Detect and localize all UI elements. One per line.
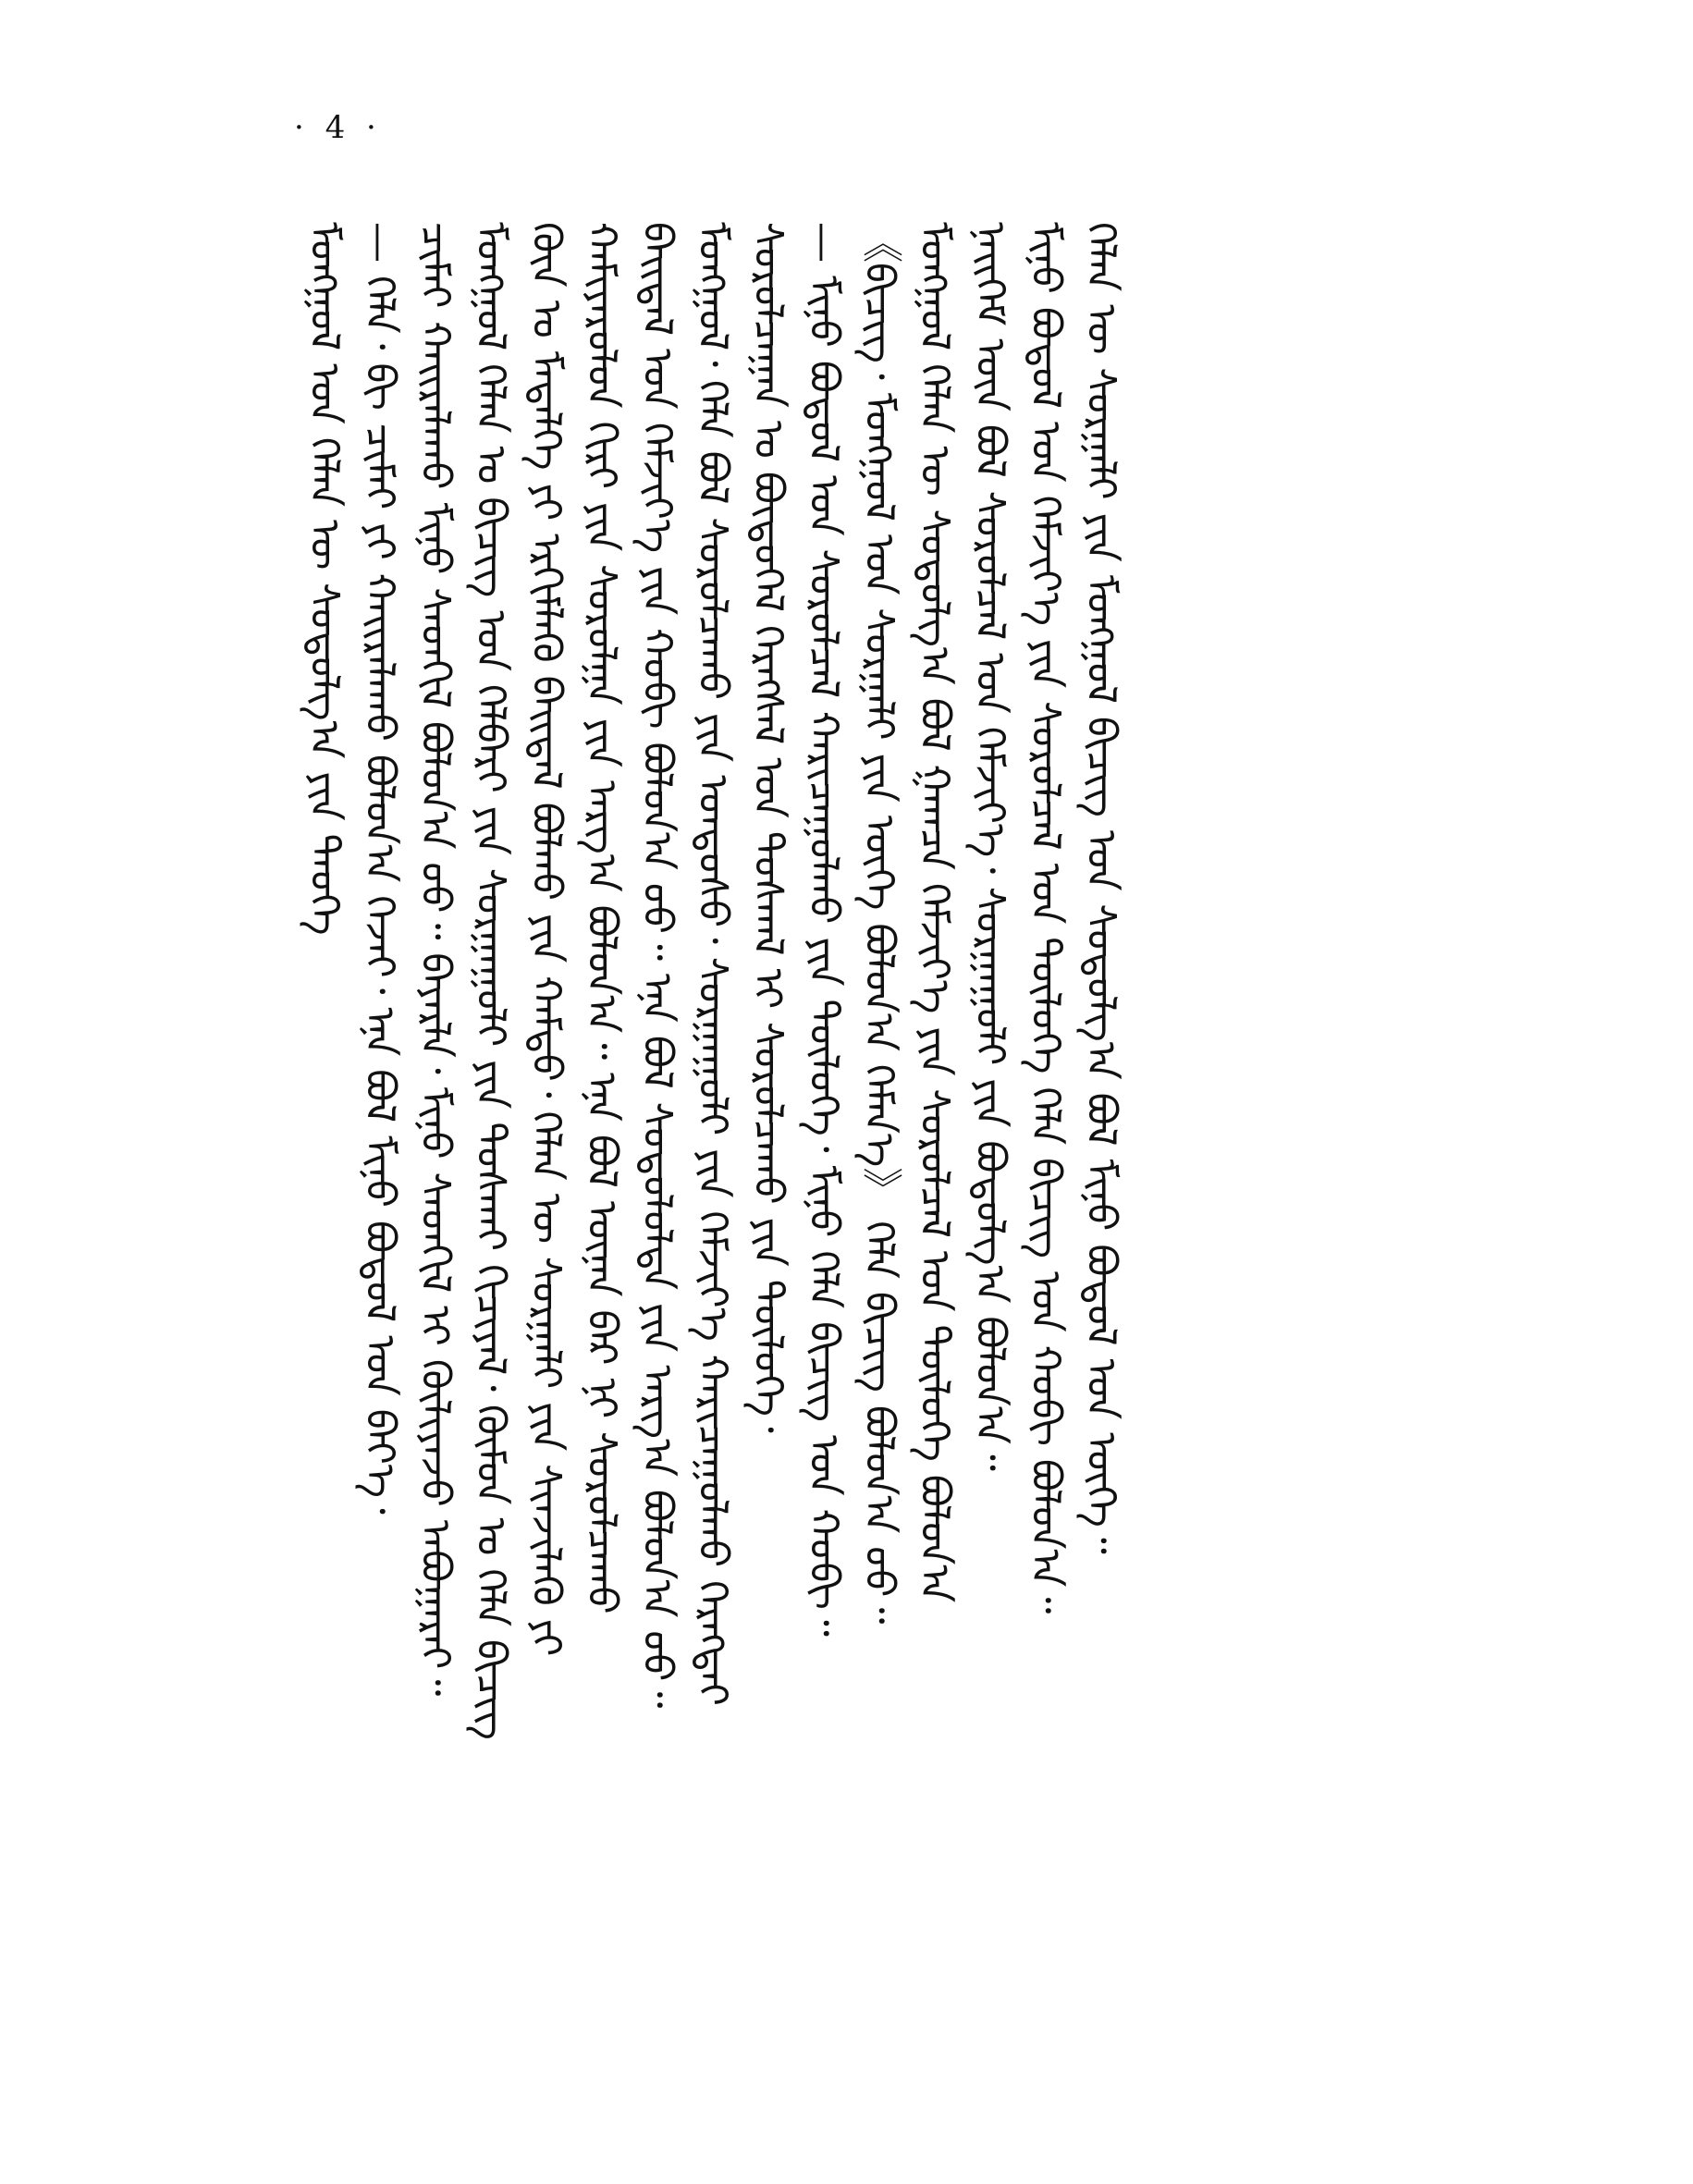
text-line: ᠴᠢᠮᠠᠢ ᠬᠠᠢᠷᠠᠯᠠᠬᠤ ᠮᠢᠨᠤ ᠰᠡᠳᠭᠢᠯ ᠪᠣᠯᠤᠨ᠎ᠠ ᠦᠦ᠃ ᠪᠠᠶᠠᠷᠯᠠ᠂ ᠮᠢᠨᠤ ᠰᠡᠳᠭᠢᠯ ᠢ ᠬᠦᠯᠢᠶᠡᠵᠦ ᠠᠪᠤᠭᠠᠷᠠᠢ᠃	[411, 222, 459, 1697]
page-number: · 4 ·	[294, 109, 382, 146]
text-line: — ᠬᠡᠯᠡ᠂ ᠪᠢ ᠴᠢᠮᠠᠢ ᠶᠢ ᠬᠠᠢᠷᠠᠯᠠᠬᠤ ᠪᠣᠯᠤᠨ᠎ᠠ ᠭᠡᠵᠡᠢ᠂ ᠡᠨᠡ ᠪᠣᠯ ᠮᠢᠨᠤ ᠪᠣᠳᠤᠯ ᠤᠨ ᠪᠡᠶ᠎ᠡ᠂	[356, 222, 403, 1515]
text-line: ᠨᠡᠢᠭᠡᠮ ᠦᠨ ᠪᠣᠯ ᠰᠤᠷᠤᠯᠴᠠᠯ ᠤᠨ ᠬᠡᠮᠵᠢᠶ᠎ᠡ᠂ ᠰᠤᠷᠭᠠᠭᠤᠯᠢ ᠶᠢᠨ ᠪᠣᠳᠤᠯᠭ᠎ᠠ ᠪᠣᠯᠤᠨ᠎ᠠ᠃	[966, 222, 1013, 1471]
text-line: ᠮᠢᠨᠤ ᠪᠣᠳᠤᠯ ᠤᠨ ᠬᠡᠮᠵᠢᠶ᠎ᠡ ᠶᠢᠨ ᠰᠤᠷᠤᠯᠴᠠᠯ ᠤᠨ ᠲᠥᠯᠦᠭᠡ ᠬᠡᠯᠡ ᠪᠢᠴᠢᠭ ᠤᠨ ᠬᠤᠪᠢ ᠪᠣᠯᠤᠨ᠎ᠠ᠃	[1022, 222, 1069, 1614]
text-line: 《ᠪᠢᠴᠢᠭ᠂ ᠮᠣᠩᠭᠣᠯ ᠤᠨ ᠰᠤᠷᠭᠠᠯᠢ ᠶᠢᠨ ᠦᠭᠡ ᠪᠣᠯᠤᠨ᠎ᠠ ᠬᠡᠮᠡᠨ᠎ᠡ》 ᠬᠡᠯᠡ ᠪᠢᠴᠢᠭ ᠪᠣᠯᠤᠨ᠎ᠠ ᠤᠤ᠃	[855, 222, 902, 1625]
text-line: ᠬᠠᠮᠢᠶᠠᠷᠤᠯᠤᠨ ᠬᠢᠷᠢ ᠶᠢᠨ ᠰᠤᠷᠤᠯᠭᠠ ᠶᠢᠨ ᠠᠷᠭ᠎ᠠ ᠪᠣᠯᠤᠨ᠎ᠠ᠃ ᠡᠨᠡ ᠪᠣᠯ ᠦᠨᠡᠨ ᠪᠡᠷ ᠨᠢ ᠰᠤᠷᠤᠯᠴᠠᠬᠤ	[578, 222, 625, 1614]
text-line: ᠰᠤᠷᠤᠯᠴᠠᠭᠠᠨ ᠤ ᠪᠦᠲᠦᠭᠡᠯ ᠬᠡᠷᠡᠭᠰᠡᠯ ᠤᠨ ᠳᠤᠰᠬᠠᠯ ᠢ ᠰᠤᠷᠤᠯᠴᠠᠬᠤ ᠶᠢᠨ ᠲᠥᠯᠦᠭᠡ᠂	[744, 222, 791, 1433]
text-line: — ᠮᠢᠨᠤ ᠪᠣᠳᠤᠯ ᠤᠨ ᠰᠤᠷᠤᠯᠴᠠᠯ ᠬᠠᠷᠢᠴᠠᠭᠤᠯᠬᠤ ᠶᠢᠨ ᠲᠥᠯᠦᠭᠡ᠂ ᠮᠢᠨᠤ ᠬᠡᠯᠡ ᠪᠢᠴᠢᠭ ᠤᠨ ᠬᠤᠪᠢ᠃	[800, 222, 847, 1637]
text-line: ᠬᠡᠯᠡᠨ ᠦ ᠰᠤᠷᠭᠠᠯᠢ ᠶᠢᠨ ᠮᠣᠩᠭᠣᠯ ᠪᠢᠴᠢᠭ ᠤᠨ ᠰᠤᠳᠤᠯᠭ᠎ᠠ ᠪᠣᠯ ᠮᠢᠨᠤ ᠪᠣᠳᠤᠯ ᠤᠨ ᠦᠭᠡ᠃	[1077, 222, 1124, 1554]
text-line: ᠮᠣᠩᠭᠣᠯ ᠬᠡᠯᠡᠨ ᠦ ᠰᠤᠳᠤᠯᠭ᠎ᠠ ᠪᠣᠯ ᠭᠠᠭᠴᠠ ᠬᠡᠮᠵᠢᠶ᠎ᠡ ᠶᠢᠨ ᠰᠤᠷᠤᠯᠴᠠᠯ ᠤᠨ ᠲᠥᠯᠦᠭᠡ ᠪᠣᠯᠤᠨ᠎ᠠ	[911, 222, 958, 1603]
text-line: ᠮᠣᠩᠭᠣᠯ ᠬᠡᠯᠡᠨ ᠤ ᠪᠢᠴᠢᠭ ᠤᠨ ᠬᠡᠯᠪᠡᠷᠢ ᠶᠢᠨ ᠰᠤᠷᠭᠠᠭᠤᠯᠢ ᠶᠢᠨ ᠲᠤᠰᠬᠠᠢ ᠬᠢᠴᠢᠶᠡᠯ᠂ ᠬᠦᠮᠦᠨ ᠤ ᠬᠡᠯᠡ ᠪᠢᠴᠢᠭ	[467, 222, 514, 1740]
text-line: ᠪᠠᠢᠳᠠᠯ ᠤᠨ ᠬᠡᠮᠵᠢᠶ᠎ᠡ ᠶᠢᠨ ᠬᠤᠪᠢ ᠪᠣᠯᠤᠨ᠎ᠠ ᠤᠤ᠃ ᠡᠨᠡ ᠪᠣᠯ ᠰᠤᠳᠤᠯᠤᠯᠲᠠ ᠶᠢᠨ ᠠᠷᠭ᠎ᠠ ᠪᠣᠯᠤᠨ᠎ᠠ ᠤᠤ᠃	[633, 222, 681, 1709]
text-line: ᠮᠣᠩᠭᠣᠯ᠂ ᠬᠡᠯᠡ ᠪᠣᠯ ᠰᠤᠷᠤᠯᠴᠠᠬᠤ ᠶᠢᠨ ᠤᠨᠳᠤᠰᠤ᠂ ᠰᠤᠷᠭᠠᠭᠤᠯᠢ ᠶᠢᠨ ᠬᠡᠮᠵᠢᠶ᠎ᠡ ᠬᠠᠷᠢᠴᠠᠭᠤᠯᠬᠤ ᠬᠡᠷᠡᠭᠲᠡᠢ	[689, 222, 736, 1706]
text-line: ᠮᠣᠩᠭᠣᠯ ᠤᠨ ᠬᠡᠯᠡᠨ ᠦ ᠰᠤᠳᠤᠯᠭ᠎ᠠ ᠶᠢᠨ ᠲᠡᠦᠬᠡ	[301, 222, 348, 936]
text-line: ᠭᠦᠨ ᠤ ᠮᠡᠳᠡᠯᠭᠡ ᠶᠢ ᠡᠷᠬᠢᠮᠯᠡᠬᠦ ᠪᠠᠢᠳᠠᠯ ᠪᠣᠯᠬᠤ ᠶᠢᠨ ᠬᠠᠮᠲᠤ᠂ ᠬᠡᠯᠡᠨ ᠦ ᠰᠤᠷᠭᠠᠯᠢ ᠶᠢᠨ ᠰᠢᠨᠵᠢᠯᠡᠬᠦ ᠶᠢ	[522, 222, 570, 1657]
document-body	[296, 222, 1452, 1960]
